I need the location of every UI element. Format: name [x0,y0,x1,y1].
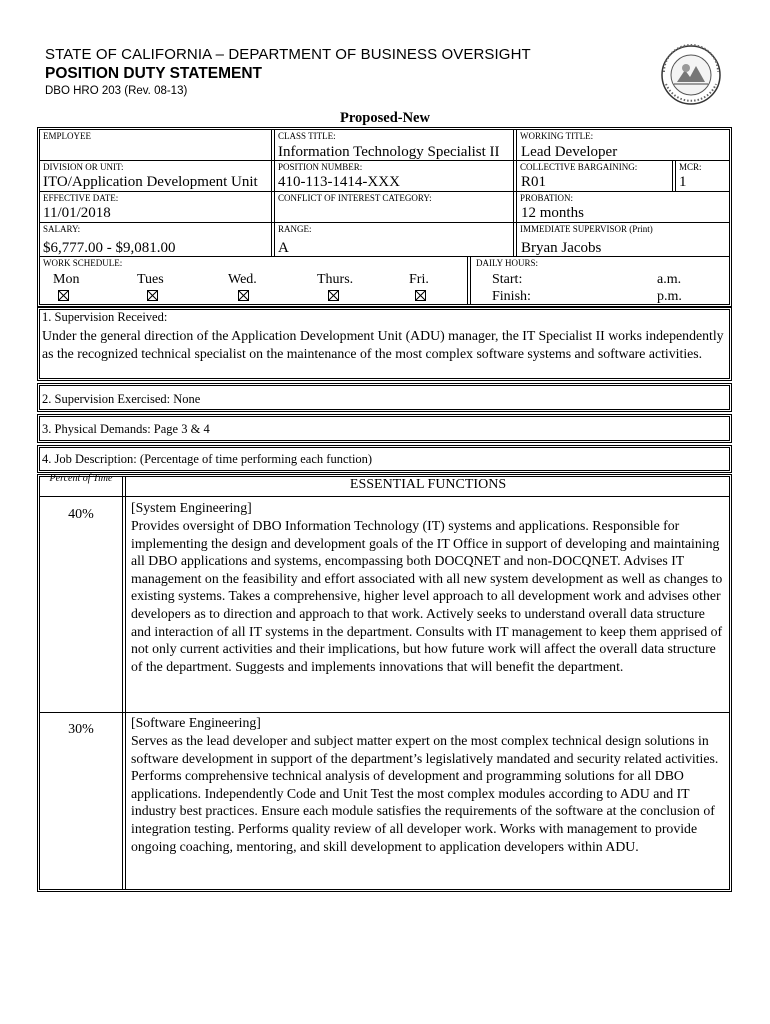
day-label-wed: Wed. [228,272,257,287]
working-title-label: WORKING TITLE: [520,131,594,141]
checkbox-mon[interactable] [58,290,69,301]
supervisor-label: IMMEDIATE SUPERVISOR (Print) [520,224,653,234]
division-label: DIVISION OR UNIT: [43,162,124,172]
california-seal-icon [650,44,732,106]
class-title-value: Information Technology Specialist II [278,144,500,160]
pm-label: p.m. [657,289,682,304]
checkbox-thurs[interactable] [328,290,339,301]
form-title: POSITION DUTY STATEMENT [45,65,263,82]
class-title-label: CLASS TITLE: [278,131,336,141]
mcr-label: MCR: [679,162,702,172]
physical-demands-text: 3. Physical Demands: Page 3 & 4 [42,422,210,436]
row-percent: 30% [68,722,94,737]
probation-label: PROBATION: [520,193,574,203]
supervision-received-title: 1. Supervision Received: [42,310,168,324]
collective-bargaining-value: R01 [521,174,547,190]
position-number-value: 410-113-1414-XXX [278,174,400,190]
supervisor-value: Bryan Jacobs [521,240,602,256]
am-label: a.m. [657,272,682,287]
checkbox-fri[interactable] [415,290,426,301]
checkbox-wed[interactable] [238,290,249,301]
job-description-text: 4. Job Description: (Percentage of time performing each function) [42,452,373,466]
row-percent: 40% [68,507,94,522]
percent-time-header: Percent of Time [49,473,113,484]
form-number: DBO HRO 203 (Rev. 08-13) [45,85,188,97]
row-heading: [Software Engineering] [131,715,261,730]
range-value: A [278,240,289,256]
supervision-exercised-text: 2. Supervision Exercised: None [42,392,201,406]
daily-hours-label: DAILY HOURS: [476,258,539,268]
probation-value: 12 months [521,205,584,221]
day-label-tues: Tues [137,272,164,287]
supervision-received-text: Under the general direction of the Application Development Unit (ADU) manager, the IT Specialist II works independently as the recognized technical specialist on the maintenance of the most complex software systems and software activities. [42,328,724,361]
checkbox-tues[interactable] [147,290,158,301]
employee-label: EMPLOYEE [43,131,91,141]
day-label-thurs: Thurs. [317,272,354,287]
position-number-label: POSITION NUMBER: [278,162,363,172]
page-title: Proposed-New [340,110,430,126]
effective-date-value: 11/01/2018 [43,205,111,221]
collective-bargaining-label: COLLECTIVE BARGAINING: [520,162,638,172]
range-label: RANGE: [278,224,312,234]
salary-label: SALARY: [43,224,81,234]
division-value: ITO/Application Development Unit [43,174,258,190]
agency-line: STATE OF CALIFORNIA – DEPARTMENT OF BUSINESS OVERSIGHT [45,46,531,63]
row-heading: [System Engineering] [131,500,252,515]
row-text: Provides oversight of DBO Information Technology (IT) systems and applications. Responsible for implementing the design and development goals of the IT Office in support of developing and maintaining all DBO applications and systems, encompassing both DOCQNET and non-DOCQNET. Advises IT management on the feasibility and effort associated with all new system development as well as changes to existing systems. Takes a comprehensive, higher level approach to all development work and advises other developers as to direction and approach to that work. Actively seeks to understand overall data structure and interaction of all IT systems in the department. Consults with IT management to keep them apprised of not only current activities and their implications, but how future work will affect the overall data structure of the department. Suggests and implements innovations that will benefit the department. [131,518,723,674]
mcr-value: 1 [679,174,687,190]
essential-functions-header: ESSENTIAL FUNCTIONS [349,477,507,492]
row-text: Serves as the lead developer and subject matter expert on the most complex technical design solutions in software development in support of the department’s legislatively mandated and security related activities. Performs comprehensive technical analysis of development and programming solutions for all DBO applications. Independently Code and Unit Test the most complex modules according to ADU and IT industry best practices. Ensure each module satisfies the requirements of the software at the conclusion of integration testing. Performs quality review of all developer work. Works with management to provide ongoing coaching, mentoring, and skill development to application developers within ADU. [131,733,719,854]
day-label-fri: Fri. [409,272,429,287]
working-title-value: Lead Developer [521,144,618,160]
day-label-mon: Mon [53,272,80,287]
conflict-category-label: CONFLICT OF INTEREST CATEGORY: [278,193,432,203]
start-label: Start: [492,272,523,287]
work-schedule-label: WORK SCHEDULE: [43,258,123,268]
effective-date-label: EFFECTIVE DATE: [43,193,119,203]
finish-label: Finish: [492,289,531,304]
salary-value: $6,777.00 - $9,081.00 [43,240,176,256]
